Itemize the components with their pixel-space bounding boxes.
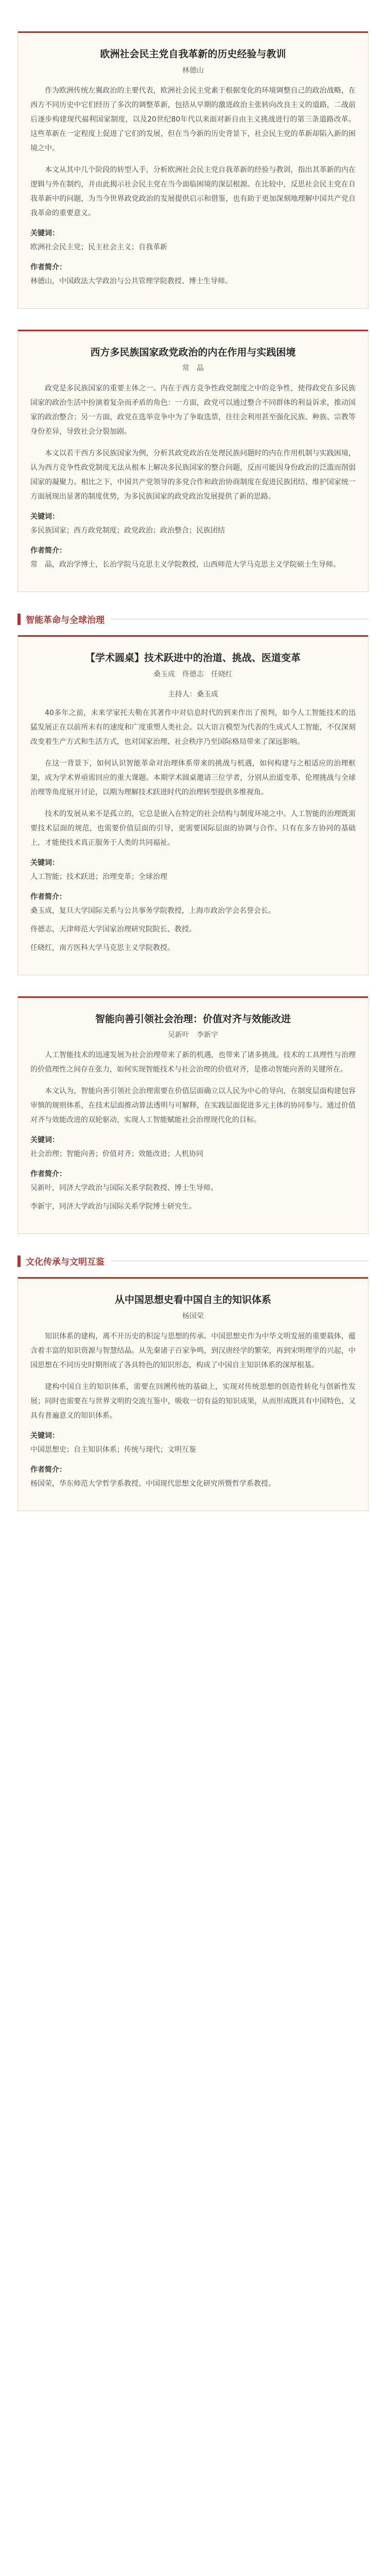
bottom-space (0, 1532, 386, 1552)
section-bar (17, 1256, 21, 1267)
keywords-label: 关键词： (30, 229, 59, 238)
section-bar (17, 614, 21, 625)
keywords: 人工智能；技术跃进；治理变革；全球治理 (30, 872, 167, 881)
article-author: 林德山 (182, 66, 204, 75)
article-author: 常 晶 (182, 364, 204, 372)
paragraph: 本文认为，智能向善引领社会治理需要在价值层面确立以人民为中心的导向，在制度层面构建包容审慎的规则体系，在技术层面推动算法透明与可解释，在实践层面促进多元主体的协同参与。通过价值对齐与效能改进的双轮驱动，实现人工智能赋能社会治理现代化的目标。 (30, 1087, 356, 1124)
paragraph: 作为欧洲传统左翼政治的主要代表，欧洲社会民主党素于根据变化的环境调整自己的政治战略，在西方不同历史中它们经历了多次的调整革新，包括从早期的激进政治主张转向改良主义的道路，二战前后逐步构建现代福利国家制度，以及20世纪80年代以来面对新自由主义挑战进行的第三条道路改革。这些革新在一定程度上促进了它们的发展，但在当今新的历史背景下，社会民主党的革新却陷入新的困境之中。 (30, 86, 356, 152)
section-title: 智能革命与全球治理 (26, 615, 104, 625)
author-intro-label: 作者简介： (30, 263, 66, 272)
keywords: 社会治理；智能向善；价值对齐；效能改进；人机协同 (30, 1150, 203, 1158)
article-title: 西方多民族国家政党政治的内在作用与实践困境 (90, 346, 296, 358)
keywords-label: 关键词： (30, 1431, 59, 1440)
author-intro: 桑玉成，复旦大学国际关系与公共事务学院教授，上海市政治学会名誉会长。 (30, 906, 275, 915)
author-intro: 林德山，中国政法大学政治与公共管理学院教授、博士生导师。 (30, 277, 232, 285)
author-intro: 吴新叶，同济大学政治与国际关系学院教授、博士生导师。 (30, 1184, 218, 1192)
article-title: 【学术圆桌】技术跃进中的治道、挑战、医道变革 (85, 652, 301, 664)
keywords-label: 关键词： (30, 513, 59, 521)
article-card-1 (17, 31, 369, 309)
article-card-3 (17, 635, 369, 975)
article-title: 智能向善引领社会治理：价值对齐与效能改进 (95, 1013, 291, 1025)
author-intro-label: 作者简介： (30, 1170, 66, 1178)
keywords: 中国思想史；自主知识体系；传统与现代；文明互鉴 (30, 1445, 196, 1454)
paragraph: 本文以若干西方多民族国家为例，分析其政党政治在处理民族问题时的内在作用机制与实践困境，认为西方竞争性政党制度无法从根本上解决多民族国家的整合问题，反而可能因身份政治的泛滥而削弱国家的凝聚力。相比之下，中国共产党领导的多党合作和政治协商制度在促进民族团结、维护国家统一方面展现出显著的制度优势，为多民族国家的政党政治发展提供了新的思路。 (30, 449, 356, 501)
author-intro: 常 晶，政治学博士，长治学院马克思主义学院教授，山西师范大学马克思主义学院硕士生导师。 (30, 561, 340, 569)
keywords: 多民族国家；西方政党制度；政党政治；政治整合；民族团结 (30, 527, 225, 535)
host-name: 桑玉成 (197, 690, 218, 699)
keywords: 欧洲社会民主党；民主社会主义；自我革新 (30, 243, 167, 251)
section-heading-ai (17, 613, 369, 625)
author-intro: 佟德志，天津师范大学国家治理研究院院长、教授。 (30, 925, 196, 934)
author-intro: 杨国荣，华东师范大学哲学系教授、中国现代思想文化研究所暨哲学系教授。 (30, 1479, 275, 1488)
author-intro: 李新宇，同济大学政治与国际关系学院博士研究生。 (30, 1202, 196, 1211)
section-heading-culture (17, 1255, 369, 1267)
keywords-label: 关键词： (30, 858, 59, 867)
author-intro-label: 作者简介： (30, 547, 66, 555)
article-card-5 (17, 1277, 369, 1511)
paragraph: 知识体系的建构，离不开历史的积淀与思想的传承。中国思想史作为中华文明发展的重要载体，蕴含着丰富的知识资源与智慧结晶。从先秦诸子百家争鸣，到汉唐经学的繁荣，再到宋明理学的兴起，中国思想在不同历史时期形成了各具特色的知识形态，构成了中国自主知识体系的深厚根基。 (30, 1332, 356, 1369)
paragraph: 本文从其中几个阶段的转型入手，分析欧洲社会民主党自我革新的经验与教训，指出其革新的内在逻辑与外在制约，并由此揭示社会民主党在当今面临困境的深层根源。在比较中，反思社会民主党在自我革新中的问题，为当今世界政党政治的发展提供启示和借鉴，也有助于更加深刻地理解中国共产党自我革命的重要意义。 (30, 165, 356, 217)
section-title: 文化传承与文明互鉴 (26, 1257, 104, 1267)
article-authors: 桑玉成 佟德志 任晓红 (153, 670, 233, 679)
article-card-4 (17, 996, 369, 1234)
paragraph: 40多年之前，未来学家托夫勒在其著作中对信息时代的到来作出了预判，如今人工智能技术的迅猛发展正在以前所未有的速度和广度重塑人类社会。以大语言模型为代表的生成式人工智能，不仅深刻改变着生产方式和生活方式，也对国家治理、社会秩序乃至国际格局带来了深远影响。 (30, 708, 356, 746)
keywords-label: 关键词： (30, 1136, 59, 1144)
paragraph: 技术的发展从来不是孤立的，它总是嵌入在特定的社会结构与制度环境之中。人工智能的治理既需要技术层面的规范，也需要价值层面的引导，更需要国际层面的协调与合作。只有在多方协同的基础上，才能使技术真正服务于人类的共同福祉。 (30, 809, 356, 847)
paragraph: 建构中国自主的知识体系，需要在回溯传统的基础上，实现对传统思想的创造性转化与创新性发展；同时也需要在与世界文明的交流互鉴中，吸收一切有益的知识成果，从而形成既具有中国特色、又具有普遍意义的知识体系。 (30, 1382, 356, 1420)
article-title: 从中国思想史看中国自主的知识体系 (114, 1294, 271, 1306)
paragraph: 政党是多民族国家的重要主体之一。内在于西方竞争性政党制度之中的竞争性，使得政党在多民族国家的政治生活中扮演着复杂而矛盾的角色：一方面，政党可以通过整合不同群体的利益诉求，推动国家的政治整合；另一方面，政党在选举竞争中为了争取选票，往往会利用甚至强化民族、种族、宗教等身份差异，导致社会分裂加剧。 (30, 384, 356, 436)
article-title: 欧洲社会民主党自我革新的历史经验与教训 (100, 48, 286, 60)
paragraph: 人工智能技术的迅速发展为社会治理带来了新的机遇，也带来了诸多挑战。技术的工具理性与治理的价值理性之间存在张力，如何实现智能技术与社会治理的价值对齐，是推动智能向善的关键所在。 (30, 1051, 356, 1074)
article-author: 吴新叶 李新宇 (168, 1031, 218, 1039)
author-intro-label: 作者简介： (30, 1465, 66, 1474)
article-author: 杨国荣 (182, 1312, 204, 1320)
paragraph: 在这一背景下，如何认识智能革命对治理体系带来的挑战与机遇，如何构建与之相适应的治理框架，成为学术界亟需回应的重大课题。本期学术圆桌邀请三位学者，分别从治道变革、伦理挑战与全球治理等角度展开讨论，以期为理解技术跃进时代的治理转型提供多维视角。 (30, 759, 356, 796)
author-intro-label: 作者简介： (30, 892, 66, 901)
article-card-2 (17, 329, 369, 592)
author-intro: 任晓红，南方医科大学马克思主义学院教授。 (30, 943, 174, 952)
top-space (0, 0, 386, 31)
host-line (30, 687, 356, 702)
host-label: 主持人： (168, 690, 197, 699)
